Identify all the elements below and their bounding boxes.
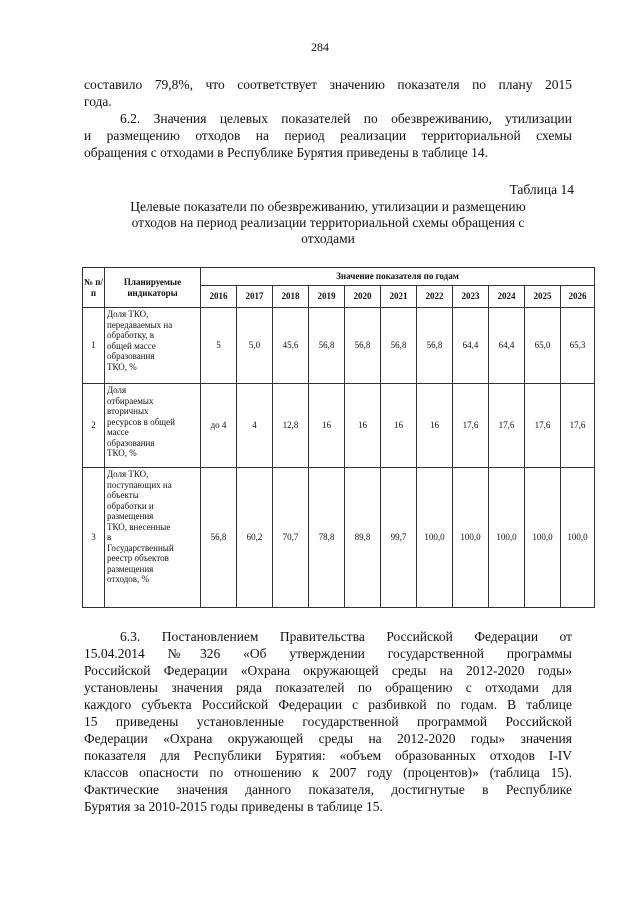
text-line: 6.3. Постановлением Правительства Российской Федерации от xyxy=(120,629,572,644)
indicator-text-line: Доля ТКО, xyxy=(107,469,149,479)
indicator-text-line: Доля ТКО, xyxy=(107,309,149,319)
value-cell: 100,0 xyxy=(561,468,595,608)
indicator-text-line: ТКО, % xyxy=(107,448,137,458)
year-header: 2020 xyxy=(345,286,381,308)
targets-table xyxy=(82,267,595,608)
indicator-cell xyxy=(105,384,201,468)
value-cell: 56,8 xyxy=(201,468,237,608)
value-cell: 16 xyxy=(381,384,417,468)
value-cell: 56,8 xyxy=(345,308,381,384)
text-line: установлены значения ряда показателей по обращению с отходами для xyxy=(84,680,572,695)
year-header: 2019 xyxy=(309,286,345,308)
indicator-text-line: ТКО, % xyxy=(107,361,137,372)
table-title xyxy=(84,199,572,247)
value-cell: 16 xyxy=(345,384,381,468)
year-header: 2022 xyxy=(417,286,453,308)
row-number: 2 xyxy=(83,384,105,468)
value-cell: 4 xyxy=(237,384,273,468)
text-line: обращения с отходами в Республике Бурятия приведены в таблице 14. xyxy=(84,145,488,160)
indicator-text-line: Доля xyxy=(107,385,127,395)
paragraph-intro xyxy=(84,76,572,110)
text-line: Российской Федерации «Охрана окружающей среды на 2012-2020 годы» xyxy=(84,663,572,678)
value-cell: 45,6 xyxy=(273,308,309,384)
value-cell: 17,6 xyxy=(525,384,561,468)
indicator-text-line: массе xyxy=(107,427,129,437)
table-row xyxy=(83,308,595,384)
value-cell: 17,6 xyxy=(561,384,595,468)
header-values: Значение показателя по годам xyxy=(201,268,595,286)
table-title-line: отходами xyxy=(301,231,355,246)
value-cell: 65,3 xyxy=(561,308,595,384)
value-cell: 17,6 xyxy=(453,384,489,468)
indicator-text-line: Государственный xyxy=(107,542,174,553)
indicator-text-line: размещения xyxy=(107,563,154,574)
value-cell: 100,0 xyxy=(525,468,561,608)
indicator-text-line: обработки и xyxy=(107,500,154,511)
text-line: показателя для Республики Бурятия: «объем образованных отходов I-IV xyxy=(84,748,572,763)
row-number: 3 xyxy=(83,468,105,608)
value-cell: 12,8 xyxy=(273,384,309,468)
text-line: 15.04.2014 №326 «Об утверждении государственной программы xyxy=(84,646,572,661)
value-cell: 5 xyxy=(201,308,237,384)
value-cell: до 4 xyxy=(201,384,237,468)
indicator-text-line: вторичных xyxy=(107,406,149,416)
indicator-text-line: объекты xyxy=(107,490,139,500)
value-cell: 64,4 xyxy=(453,308,489,384)
table-label: Таблица 14 xyxy=(509,182,574,197)
year-header: 2018 xyxy=(273,286,309,308)
header-num: № п/п xyxy=(83,268,105,308)
indicator-text-line: образования xyxy=(107,437,155,448)
header-indicator: Планируемые индикаторы xyxy=(105,268,201,308)
indicator-cell xyxy=(105,468,201,608)
value-cell: 64,4 xyxy=(489,308,525,384)
indicator-text-line: ресурсов в общей xyxy=(107,416,175,427)
value-cell: 56,8 xyxy=(381,308,417,384)
indicator-text-line: отбираемых xyxy=(107,395,154,406)
value-cell: 100,0 xyxy=(489,468,525,608)
value-cell: 5,0 xyxy=(237,308,273,384)
indicator-text-line: отходов, % xyxy=(107,574,150,584)
value-cell: 16 xyxy=(309,384,345,468)
value-cell: 56,8 xyxy=(309,308,345,384)
year-header: 2026 xyxy=(561,286,595,308)
indicator-text-line: поступающих на xyxy=(107,479,172,490)
table-title-line: отходов на период реализации территориальной схемы обращения с xyxy=(131,215,525,230)
year-header: 2017 xyxy=(237,286,273,308)
indicator-text-line: образования xyxy=(107,351,155,361)
indicator-cell xyxy=(105,308,201,384)
table-row xyxy=(83,468,595,608)
value-cell: 16 xyxy=(417,384,453,468)
year-header: 2016 xyxy=(201,286,237,308)
value-cell: 65,0 xyxy=(525,308,561,384)
value-cell: 99,7 xyxy=(381,468,417,608)
value-cell: 60,2 xyxy=(237,468,273,608)
text-line: года. xyxy=(84,94,112,109)
value-cell: 70,7 xyxy=(273,468,309,608)
page-number: 284 xyxy=(311,40,329,54)
indicator-text-line: реестр объектов xyxy=(107,553,169,563)
indicator-text-line: общей массе xyxy=(107,340,156,351)
text-line: Федерации «Охрана окружающей среды на 2012-2020 годы» значения xyxy=(84,731,572,746)
indicator-text-line: размещения xyxy=(107,511,154,521)
indicator-text-line: передаваемых на xyxy=(107,319,173,330)
year-header: 2025 xyxy=(525,286,561,308)
paragraph-6-2 xyxy=(84,110,572,161)
text-line: и размещению отходов на период реализации территориальной схемы xyxy=(84,128,572,143)
text-line: 15 приведены установленные государственной программой Российской xyxy=(84,714,572,729)
year-header: 2023 xyxy=(453,286,489,308)
indicator-text-line: обработку, в xyxy=(107,330,155,340)
text-line: 6.2. Значения целевых показателей по обезвреживанию, утилизации xyxy=(120,111,572,126)
value-cell: 56,8 xyxy=(417,308,453,384)
text-line: Бурятия за 2010-2015 годы приведены в таблице 15. xyxy=(84,799,383,814)
value-cell: 89,8 xyxy=(345,468,381,608)
year-header: 2021 xyxy=(381,286,417,308)
year-header: 2024 xyxy=(489,286,525,308)
indicator-text-line: в xyxy=(107,532,112,542)
text-line: каждого субъекта Российской Федерации с разбивкой по годам. В таблице xyxy=(84,697,572,712)
table-title-line: Целевые показатели по обезвреживанию, утилизации и размещению xyxy=(130,199,526,214)
value-cell: 100,0 xyxy=(417,468,453,608)
text-line: классов опасности по отношению к 2007 году (процентов)» (таблица 15). xyxy=(84,765,572,780)
row-number: 1 xyxy=(83,308,105,384)
text-line: Фактические значения данного показателя, достигнутые в Республике xyxy=(84,782,572,797)
indicator-text-line: ТКО, внесенные xyxy=(107,521,171,532)
value-cell: 17,6 xyxy=(489,384,525,468)
value-cell: 100,0 xyxy=(453,468,489,608)
value-cell: 78,8 xyxy=(309,468,345,608)
text-line: составило 79,8%, что соответствует значению показателя по плану 2015 xyxy=(84,77,572,92)
table-row xyxy=(83,384,595,468)
paragraph-6-3 xyxy=(84,628,572,815)
